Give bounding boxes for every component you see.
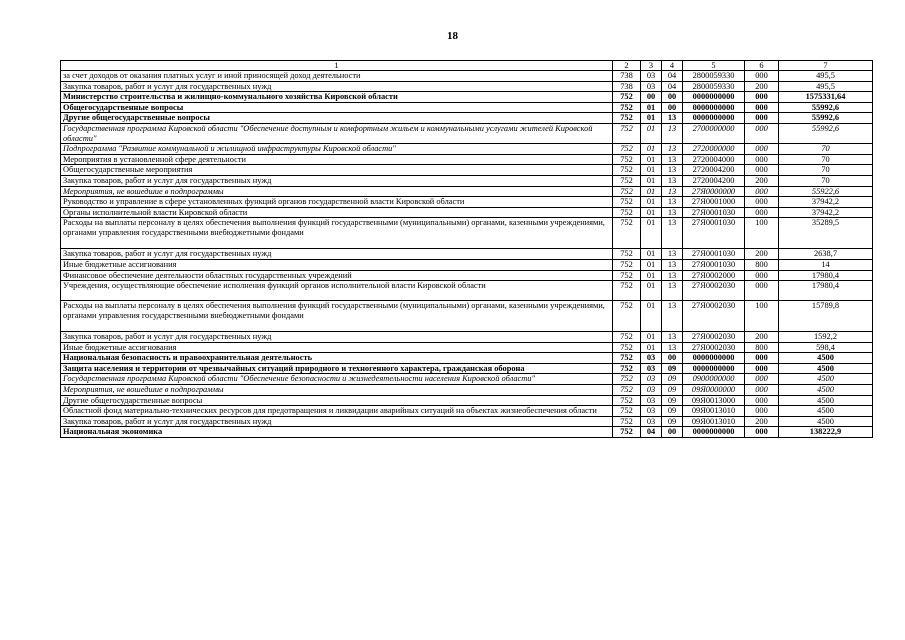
cell-name: Руководство и управление в сфере установленных функций органов государственной власти Кировской области bbox=[61, 197, 613, 208]
cell-amount: 4500 bbox=[779, 363, 873, 374]
cell-target-article: 0000000000 bbox=[683, 427, 745, 438]
cell-ministry-code: 752 bbox=[613, 207, 641, 218]
cell-section: 01 bbox=[641, 123, 662, 143]
cell-ministry-code: 752 bbox=[613, 175, 641, 186]
cell-ministry-code: 752 bbox=[613, 363, 641, 374]
cell-subsection: 09 bbox=[662, 406, 683, 417]
cell-expense-type: 000 bbox=[745, 207, 779, 218]
table-header-row bbox=[61, 61, 873, 71]
cell-amount: 4500 bbox=[779, 353, 873, 364]
cell-amount: 495,5 bbox=[779, 81, 873, 92]
cell-name: Другие общегосударственные вопросы bbox=[61, 395, 613, 406]
cell-amount: 55992,6 bbox=[779, 102, 873, 113]
cell-amount: 17980,4 bbox=[779, 270, 873, 281]
cell-subsection: 13 bbox=[662, 186, 683, 197]
cell-subsection: 00 bbox=[662, 353, 683, 364]
column-header: 2 bbox=[613, 61, 641, 71]
cell-section: 03 bbox=[641, 395, 662, 406]
cell-section: 01 bbox=[641, 175, 662, 186]
cell-subsection: 09 bbox=[662, 385, 683, 396]
cell-ministry-code: 752 bbox=[613, 113, 641, 124]
cell-amount: 14 bbox=[779, 259, 873, 270]
cell-expense-type: 000 bbox=[745, 395, 779, 406]
cell-amount: 70 bbox=[779, 165, 873, 176]
cell-section: 03 bbox=[641, 81, 662, 92]
cell-amount: 70 bbox=[779, 144, 873, 155]
cell-subsection: 13 bbox=[662, 165, 683, 176]
cell-ministry-code: 752 bbox=[613, 249, 641, 260]
column-header: 5 bbox=[683, 61, 745, 71]
cell-name: Национальная безопасность и правоохранительная деятельность bbox=[61, 353, 613, 364]
cell-name: Национальная экономика bbox=[61, 427, 613, 438]
cell-subsection: 13 bbox=[662, 113, 683, 124]
cell-expense-type: 000 bbox=[745, 71, 779, 82]
cell-ministry-code: 752 bbox=[613, 416, 641, 427]
cell-target-article: 27Я0000000 bbox=[683, 186, 745, 197]
cell-section: 01 bbox=[641, 218, 662, 249]
cell-target-article: 2700000000 bbox=[683, 123, 745, 143]
table-row bbox=[61, 363, 873, 374]
cell-name: за счет доходов от оказания платных услуг и иной приносящей доход деятельности bbox=[61, 71, 613, 82]
cell-expense-type: 200 bbox=[745, 175, 779, 186]
cell-name: Органы исполнительной власти Кировской области bbox=[61, 207, 613, 218]
table-row bbox=[61, 218, 873, 249]
cell-ministry-code: 752 bbox=[613, 259, 641, 270]
cell-expense-type: 200 bbox=[745, 249, 779, 260]
cell-amount: 55992,6 bbox=[779, 113, 873, 124]
cell-expense-type: 000 bbox=[745, 165, 779, 176]
cell-target-article: 27Я0001000 bbox=[683, 197, 745, 208]
cell-section: 01 bbox=[641, 144, 662, 155]
table-row bbox=[61, 113, 873, 124]
cell-target-article: 2720004200 bbox=[683, 165, 745, 176]
cell-name: Расходы на выплаты персоналу в целях обеспечения выполнения функций государственными (муниципальными) органами, казенными учреждениями, органами управления государственными внебюджетными фондами bbox=[61, 301, 613, 332]
cell-target-article: 2800059330 bbox=[683, 81, 745, 92]
cell-ministry-code: 752 bbox=[613, 427, 641, 438]
cell-section: 00 bbox=[641, 92, 662, 103]
cell-name: Государственная программа Кировской области "Обеспечение доступным и комфортным жильем и коммунальными услугами жителей Кировской области" bbox=[61, 123, 613, 143]
cell-target-article: 09Я0013000 bbox=[683, 395, 745, 406]
cell-amount: 4500 bbox=[779, 374, 873, 385]
cell-expense-type: 800 bbox=[745, 259, 779, 270]
cell-expense-type: 100 bbox=[745, 218, 779, 249]
cell-expense-type: 000 bbox=[745, 92, 779, 103]
cell-subsection: 13 bbox=[662, 281, 683, 301]
cell-amount: 35289,5 bbox=[779, 218, 873, 249]
cell-name: Мероприятия, не вошедшие в подпрограммы bbox=[61, 186, 613, 197]
table-row bbox=[61, 102, 873, 113]
cell-amount: 37942,2 bbox=[779, 207, 873, 218]
cell-expense-type: 000 bbox=[745, 427, 779, 438]
cell-name: Иные бюджетные ассигнования bbox=[61, 259, 613, 270]
cell-ministry-code: 752 bbox=[613, 186, 641, 197]
cell-subsection: 09 bbox=[662, 374, 683, 385]
cell-target-article: 0000000000 bbox=[683, 102, 745, 113]
cell-section: 01 bbox=[641, 249, 662, 260]
cell-target-article: 27Я0002030 bbox=[683, 342, 745, 353]
cell-subsection: 13 bbox=[662, 207, 683, 218]
cell-amount: 138222,9 bbox=[779, 427, 873, 438]
cell-target-article: 27Я0002030 bbox=[683, 301, 745, 332]
column-header: 3 bbox=[641, 61, 662, 71]
cell-expense-type: 200 bbox=[745, 81, 779, 92]
cell-amount: 4500 bbox=[779, 395, 873, 406]
cell-ministry-code: 752 bbox=[613, 395, 641, 406]
table-row bbox=[61, 92, 873, 103]
table-row bbox=[61, 249, 873, 260]
column-header: 1 bbox=[61, 61, 613, 71]
cell-expense-type: 000 bbox=[745, 385, 779, 396]
cell-amount: 37942,2 bbox=[779, 197, 873, 208]
cell-target-article: 0900000000 bbox=[683, 374, 745, 385]
cell-target-article: 0000000000 bbox=[683, 92, 745, 103]
cell-section: 01 bbox=[641, 165, 662, 176]
cell-subsection: 13 bbox=[662, 197, 683, 208]
cell-expense-type: 000 bbox=[745, 281, 779, 301]
cell-expense-type: 000 bbox=[745, 270, 779, 281]
cell-subsection: 13 bbox=[662, 342, 683, 353]
column-header: 4 bbox=[662, 61, 683, 71]
cell-target-article: 27Я0001030 bbox=[683, 218, 745, 249]
cell-amount: 55992,6 bbox=[779, 123, 873, 143]
cell-target-article: 27Я0001030 bbox=[683, 259, 745, 270]
cell-expense-type: 000 bbox=[745, 113, 779, 124]
cell-name: Иные бюджетные ассигнования bbox=[61, 342, 613, 353]
cell-target-article: 27Я0001030 bbox=[683, 249, 745, 260]
cell-section: 04 bbox=[641, 427, 662, 438]
cell-expense-type: 800 bbox=[745, 342, 779, 353]
cell-amount: 1575331,64 bbox=[779, 92, 873, 103]
cell-amount: 17980,4 bbox=[779, 281, 873, 301]
cell-amount: 70 bbox=[779, 154, 873, 165]
cell-expense-type: 000 bbox=[745, 353, 779, 364]
cell-subsection: 00 bbox=[662, 102, 683, 113]
cell-ministry-code: 752 bbox=[613, 353, 641, 364]
cell-name: Подпрограмма "Развитие коммунальной и жилищной инфраструктуры Кировской области" bbox=[61, 144, 613, 155]
cell-ministry-code: 752 bbox=[613, 197, 641, 208]
cell-amount: 4500 bbox=[779, 406, 873, 417]
cell-name: Защита населения и территории от чрезвычайных ситуаций природного и техногенного характера, гражданская оборона bbox=[61, 363, 613, 374]
cell-name: Закупка товаров, работ и услуг для государственных нужд bbox=[61, 175, 613, 186]
cell-amount: 70 bbox=[779, 175, 873, 186]
cell-subsection: 13 bbox=[662, 270, 683, 281]
cell-section: 03 bbox=[641, 71, 662, 82]
cell-section: 03 bbox=[641, 385, 662, 396]
table-row bbox=[61, 385, 873, 396]
budget-table bbox=[60, 60, 873, 438]
cell-expense-type: 000 bbox=[745, 154, 779, 165]
column-header: 7 bbox=[779, 61, 873, 71]
table-row bbox=[61, 81, 873, 92]
cell-ministry-code: 752 bbox=[613, 342, 641, 353]
cell-target-article: 09Я0000000 bbox=[683, 385, 745, 396]
table-row bbox=[61, 123, 873, 143]
cell-expense-type: 000 bbox=[745, 363, 779, 374]
cell-name: Закупка товаров, работ и услуг для государственных нужд bbox=[61, 416, 613, 427]
cell-target-article: 2720000000 bbox=[683, 144, 745, 155]
cell-name: Финансовое обеспечение деятельности областных государственных учреждений bbox=[61, 270, 613, 281]
cell-section: 01 bbox=[641, 207, 662, 218]
cell-target-article: 0000000000 bbox=[683, 363, 745, 374]
cell-name: Закупка товаров, работ и услуг для государственных нужд bbox=[61, 249, 613, 260]
cell-ministry-code: 752 bbox=[613, 301, 641, 332]
cell-target-article: 2800059330 bbox=[683, 71, 745, 82]
cell-ministry-code: 738 bbox=[613, 81, 641, 92]
cell-amount: 598,4 bbox=[779, 342, 873, 353]
cell-section: 01 bbox=[641, 270, 662, 281]
table-row bbox=[61, 165, 873, 176]
cell-expense-type: 000 bbox=[745, 144, 779, 155]
cell-section: 03 bbox=[641, 406, 662, 417]
cell-target-article: 27Я0002000 bbox=[683, 270, 745, 281]
table-row bbox=[61, 197, 873, 208]
cell-expense-type: 000 bbox=[745, 123, 779, 143]
cell-subsection: 13 bbox=[662, 154, 683, 165]
cell-amount: 2638,7 bbox=[779, 249, 873, 260]
cell-amount: 495,5 bbox=[779, 71, 873, 82]
cell-section: 01 bbox=[641, 154, 662, 165]
table-row bbox=[61, 332, 873, 343]
cell-name: Расходы на выплаты персоналу в целях обеспечения выполнения функций государственными (муниципальными) органами, казенными учреждениями, органами управления государственными внебюджетными фондами bbox=[61, 218, 613, 249]
table-row bbox=[61, 207, 873, 218]
table-row bbox=[61, 281, 873, 301]
cell-amount: 55922,6 bbox=[779, 186, 873, 197]
table-row bbox=[61, 374, 873, 385]
table-row bbox=[61, 342, 873, 353]
cell-ministry-code: 752 bbox=[613, 385, 641, 396]
cell-subsection: 13 bbox=[662, 144, 683, 155]
cell-section: 01 bbox=[641, 301, 662, 332]
cell-ministry-code: 752 bbox=[613, 154, 641, 165]
cell-ministry-code: 752 bbox=[613, 144, 641, 155]
cell-section: 01 bbox=[641, 342, 662, 353]
table-row bbox=[61, 71, 873, 82]
cell-expense-type: 000 bbox=[745, 406, 779, 417]
cell-section: 01 bbox=[641, 186, 662, 197]
cell-target-article: 27Я0002030 bbox=[683, 281, 745, 301]
cell-expense-type: 000 bbox=[745, 374, 779, 385]
table-row bbox=[61, 406, 873, 417]
cell-subsection: 13 bbox=[662, 123, 683, 143]
table-row bbox=[61, 154, 873, 165]
cell-ministry-code: 752 bbox=[613, 123, 641, 143]
cell-section: 01 bbox=[641, 259, 662, 270]
cell-target-article: 27Я0002030 bbox=[683, 332, 745, 343]
table-row bbox=[61, 416, 873, 427]
cell-target-article: 09Я0013010 bbox=[683, 416, 745, 427]
table-row bbox=[61, 144, 873, 155]
cell-name: Общегосударственные вопросы bbox=[61, 102, 613, 113]
cell-name: Мероприятия, не вошедшие в подпрограммы bbox=[61, 385, 613, 396]
cell-name: Учреждения, осуществляющие обеспечение исполнения функций органов исполнительной власти Кировской области bbox=[61, 281, 613, 301]
cell-subsection: 13 bbox=[662, 218, 683, 249]
cell-name: Министерство строительства и жилищно-коммунального хозяйства Кировской области bbox=[61, 92, 613, 103]
cell-name: Закупка товаров, работ и услуг для государственных нужд bbox=[61, 332, 613, 343]
cell-amount: 4500 bbox=[779, 385, 873, 396]
cell-ministry-code: 752 bbox=[613, 102, 641, 113]
column-header: 6 bbox=[745, 61, 779, 71]
cell-name: Государственная программа Кировской области "Обеспечение безопасности и жизнедеятельности населения Кировской области" bbox=[61, 374, 613, 385]
cell-subsection: 04 bbox=[662, 71, 683, 82]
cell-name: Мероприятия в установленной сфере деятельности bbox=[61, 154, 613, 165]
cell-target-article: 2720004200 bbox=[683, 175, 745, 186]
cell-section: 01 bbox=[641, 197, 662, 208]
cell-amount: 1592,2 bbox=[779, 332, 873, 343]
cell-subsection: 13 bbox=[662, 175, 683, 186]
cell-section: 03 bbox=[641, 353, 662, 364]
cell-target-article: 09Я0013010 bbox=[683, 406, 745, 417]
cell-section: 03 bbox=[641, 363, 662, 374]
cell-subsection: 09 bbox=[662, 363, 683, 374]
table-row bbox=[61, 175, 873, 186]
cell-expense-type: 000 bbox=[745, 186, 779, 197]
cell-target-article: 2720004000 bbox=[683, 154, 745, 165]
cell-amount: 4500 bbox=[779, 416, 873, 427]
cell-subsection: 09 bbox=[662, 395, 683, 406]
cell-name: Общегосударственные мероприятия bbox=[61, 165, 613, 176]
cell-ministry-code: 738 bbox=[613, 71, 641, 82]
cell-section: 03 bbox=[641, 374, 662, 385]
cell-expense-type: 000 bbox=[745, 197, 779, 208]
cell-section: 01 bbox=[641, 281, 662, 301]
cell-ministry-code: 752 bbox=[613, 218, 641, 249]
cell-target-article: 0000000000 bbox=[683, 353, 745, 364]
cell-subsection: 09 bbox=[662, 416, 683, 427]
cell-subsection: 00 bbox=[662, 427, 683, 438]
cell-name: Областной фонд материально-технических ресурсов для предотвращения и ликвидации аварийных ситуаций на объектах жизнеобеспечения области bbox=[61, 406, 613, 417]
cell-expense-type: 000 bbox=[745, 102, 779, 113]
cell-subsection: 13 bbox=[662, 259, 683, 270]
cell-target-article: 0000000000 bbox=[683, 113, 745, 124]
cell-section: 03 bbox=[641, 416, 662, 427]
table-row bbox=[61, 186, 873, 197]
table-row bbox=[61, 259, 873, 270]
cell-ministry-code: 752 bbox=[613, 281, 641, 301]
table-row bbox=[61, 353, 873, 364]
cell-name: Другие общегосударственные вопросы bbox=[61, 113, 613, 124]
cell-ministry-code: 752 bbox=[613, 374, 641, 385]
cell-section: 01 bbox=[641, 113, 662, 124]
cell-section: 01 bbox=[641, 332, 662, 343]
cell-subsection: 00 bbox=[662, 92, 683, 103]
table-row bbox=[61, 427, 873, 438]
cell-ministry-code: 752 bbox=[613, 165, 641, 176]
table-row bbox=[61, 395, 873, 406]
cell-name: Закупка товаров, работ и услуг для государственных нужд bbox=[61, 81, 613, 92]
cell-subsection: 13 bbox=[662, 332, 683, 343]
cell-expense-type: 200 bbox=[745, 332, 779, 343]
cell-ministry-code: 752 bbox=[613, 270, 641, 281]
cell-expense-type: 200 bbox=[745, 416, 779, 427]
cell-subsection: 04 bbox=[662, 81, 683, 92]
cell-amount: 15789,8 bbox=[779, 301, 873, 332]
page-number: 18 bbox=[447, 30, 458, 42]
cell-expense-type: 100 bbox=[745, 301, 779, 332]
cell-section: 01 bbox=[641, 102, 662, 113]
cell-target-article: 27Я0001030 bbox=[683, 207, 745, 218]
table-row bbox=[61, 270, 873, 281]
cell-ministry-code: 752 bbox=[613, 406, 641, 417]
cell-ministry-code: 752 bbox=[613, 92, 641, 103]
cell-subsection: 13 bbox=[662, 301, 683, 332]
cell-ministry-code: 752 bbox=[613, 332, 641, 343]
cell-subsection: 13 bbox=[662, 249, 683, 260]
table-row bbox=[61, 301, 873, 332]
